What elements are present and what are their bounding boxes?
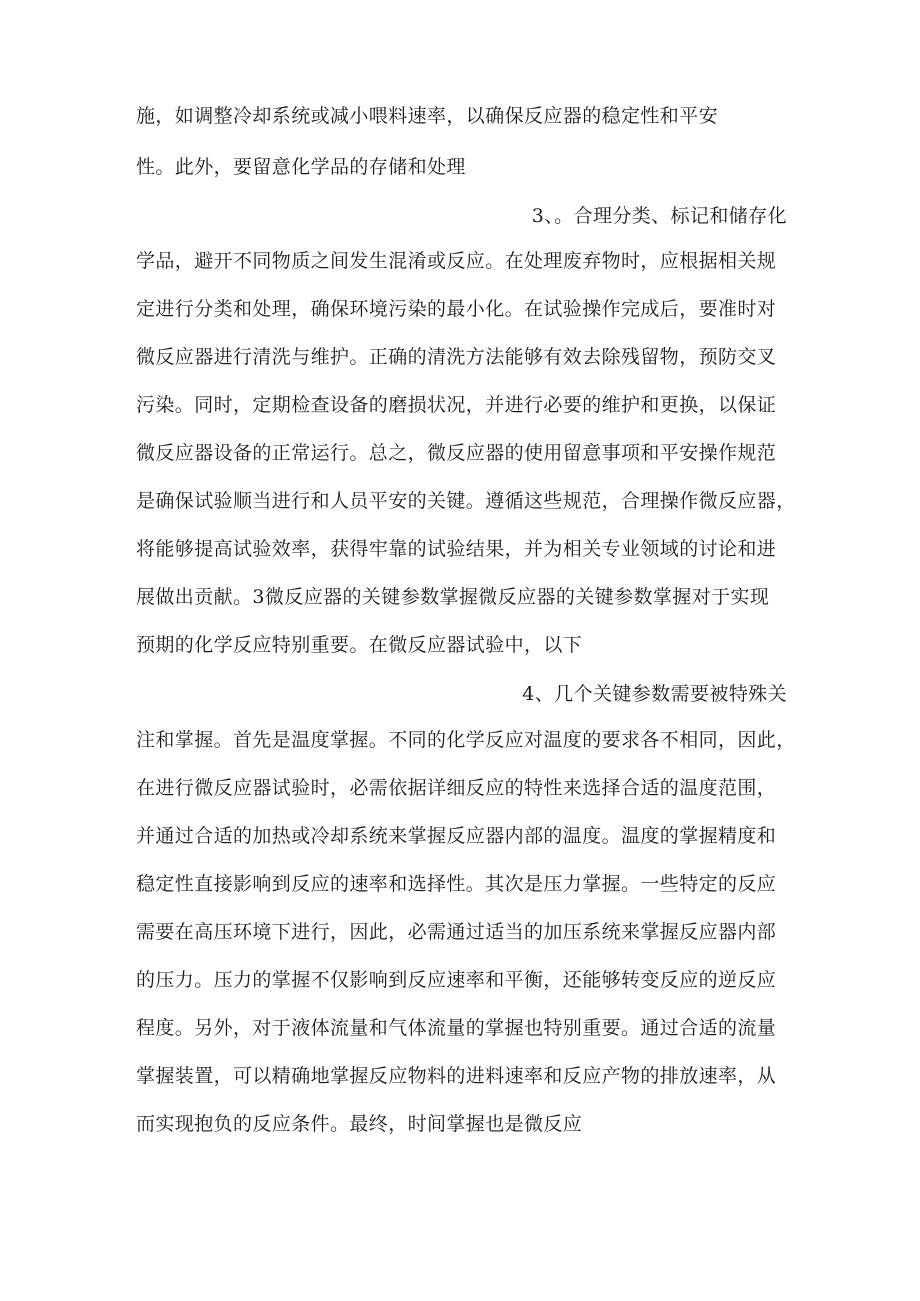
text-line: 注和掌握。首先是温度掌握。不同的化学反应对温度的要求各不相同，因此， (136, 729, 796, 751)
text-line: 预期的化学反应特别重要。在微反应器试验中，以下 (136, 634, 583, 656)
text-line: 在进行微反应器试验时，必需依据详细反应的特性来选择合适的温度范围， (136, 777, 777, 799)
text-line: 需要在高压环境下进行，因此，必需通过适当的加压系统来掌握反应器内部 (136, 921, 777, 943)
text-line: 展做出贡献。3微反应器的关键参数掌握微反应器的关键参数掌握对于实现 (136, 586, 770, 608)
text-line: 程度。另外，对于液体流量和气体流量的掌握也特别重要。通过合适的流量 (136, 1017, 777, 1039)
text-line: 微反应器进行清洗与维护。正确的清洗方法能够有效去除残留物，预防交叉 (136, 346, 777, 368)
text-line-section-heading: 4、几个关键参数需要被特殊关 (522, 683, 787, 705)
text-line: 稳定性直接影响到反应的速率和选择性。其次是压力掌握。一些特定的反应 (136, 873, 777, 895)
text-line-section-heading: 3、。合理分类、标记和储存化 (531, 205, 787, 227)
text-line: 并通过合适的加热或冷却系统来掌握反应器内部的温度。温度的掌握精度和 (136, 825, 777, 847)
text-line: 的压力。压力的掌握不仅影响到反应速率和平衡，还能够转变反应的逆反应 (136, 969, 777, 991)
text-line: 微反应器设备的正常运行。总之，微反应器的使用留意事项和平安操作规范 (136, 442, 777, 464)
text-line: 是确保试验顺当进行和人员平安的关键。遵循这些规范，合理操作微反应器， (136, 490, 796, 512)
text-line: 定进行分类和处理，确保环境污染的最小化。在试验操作完成后，要准时对 (136, 298, 777, 320)
text-line: 施，如调整冷却系统或减小喂料速率，以确保反应器的稳定性和平安 (136, 105, 719, 127)
text-line: 性。此外，要留意化学品的存储和处理 (136, 156, 466, 178)
text-line: 学品，避开不同物质之间发生混淆或反应。在处理废弃物时，应根据相关规 (136, 250, 777, 272)
text-line: 而实现抱负的反应条件。最终，时间掌握也是微反应 (136, 1113, 583, 1135)
text-line: 污染。同时，定期检查设备的磨损状况，并进行必要的维护和更换，以保证 (136, 394, 777, 416)
text-line: 将能够提高试验效率，获得牢靠的试验结果，并为相关专业领域的讨论和进 (136, 538, 777, 560)
text-line: 掌握装置，可以精确地掌握反应物料的进料速率和反应产物的排放速率，从 (136, 1065, 777, 1087)
